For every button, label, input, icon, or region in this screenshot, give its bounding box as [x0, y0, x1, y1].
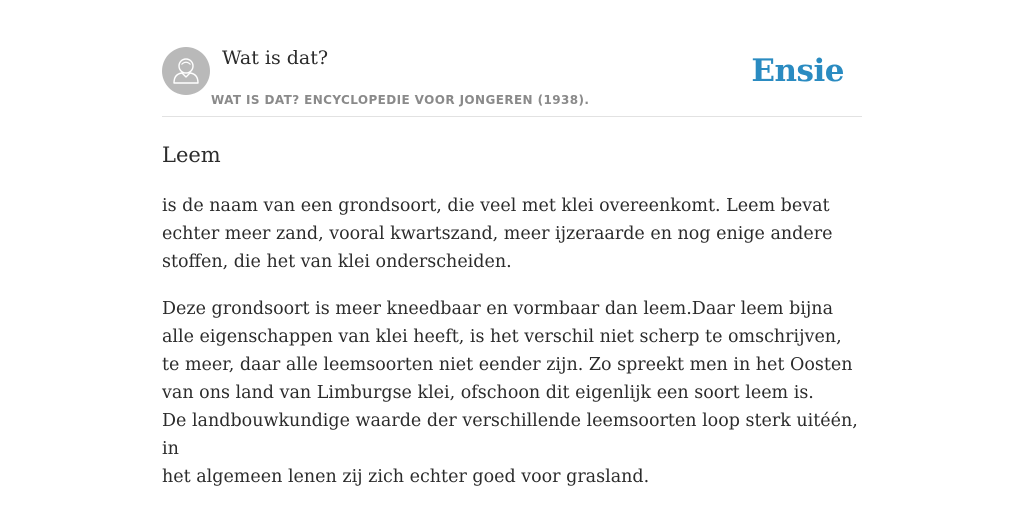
paragraph-text: Deze grondsoort is meer kneedbaar en vormbaar dan leem.Daar leem bijna alle eigenschappen van klei heeft, is het verschil niet scherp te omschrijven, te meer, daar alle leemsoorten niet eender zijn. Zo spreekt men in het Oosten van ons land van Limburgse klei, ofschoon dit eigenlijk een soort leem is.	[162, 299, 853, 403]
paragraph: is de naam van een grondsoort, die veel met klei overeenkomt. Leem bevat echter meer zand, vooral kwartszand, meer ijzeraarde en nog enige andere stoffen, die het van klei onderscheiden.	[162, 196, 833, 272]
entry-body	[162, 192, 862, 510]
entry-header	[162, 46, 862, 117]
paragraph-text: De landbouwkundige waarde der verschillende leemsoorten loop sterk uitéén, in	[162, 411, 858, 459]
ensie-logo[interactable]: Ensie	[751, 53, 844, 89]
entry-title: Leem	[162, 143, 221, 167]
author-avatar[interactable]	[162, 47, 210, 95]
paragraph	[162, 295, 862, 491]
author-name[interactable]: Wat is dat?	[222, 47, 329, 69]
paragraph-text: het algemeen lenen zij zich echter goed voor grasland.	[162, 467, 650, 487]
source-title[interactable]: WAT IS DAT? ENCYCLOPEDIE VOOR JONGEREN (1938).	[211, 93, 590, 107]
user-icon	[162, 47, 210, 95]
